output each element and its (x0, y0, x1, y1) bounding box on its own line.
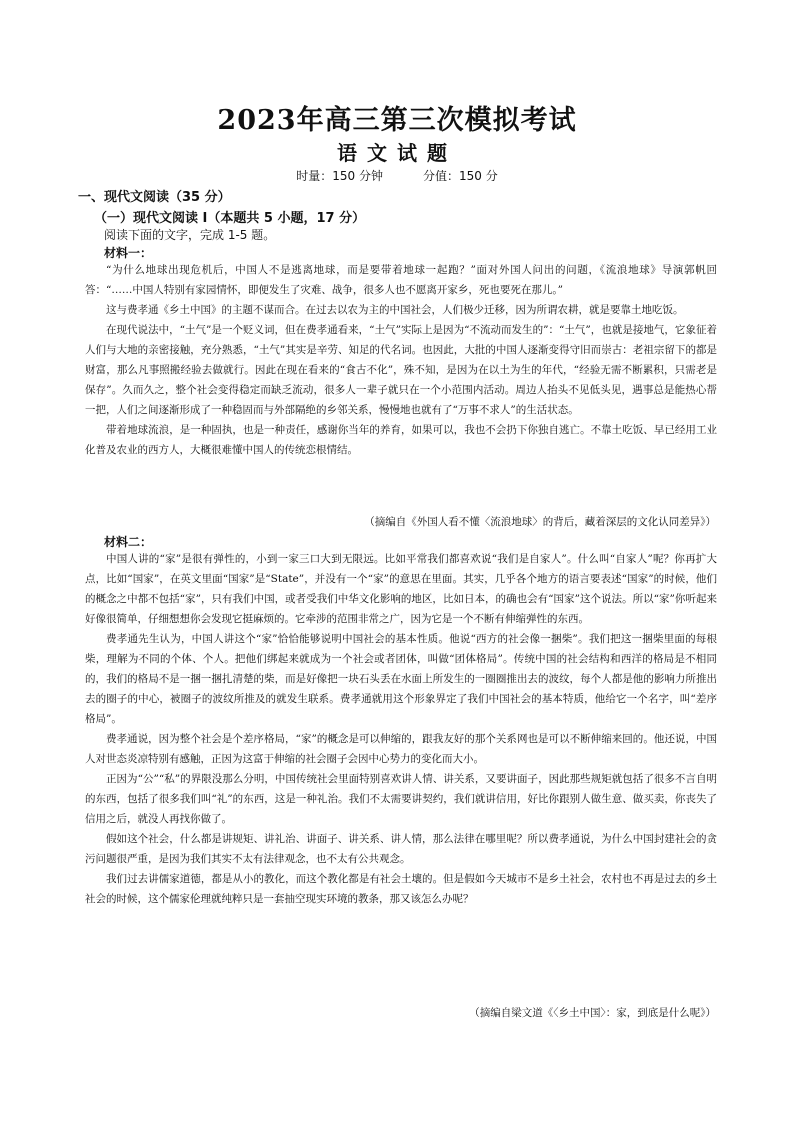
paragraph: 在现代说法中，“土气”是一个贬义词，但在费孝通看来，“土气”实际上是因为“不流动而发生的”：“土气”，也就是接地气，它象征着人们与大地的亲密接触，充分熟悉，“土气”其实是辛劳、知足的代名词。也因此，大批的中国人逐渐变得守旧而崇古：老祖宗留下的都是财富，那么凡事照搬经验去做就行。因此在现在看来的“食古不化”，殊不知，是因为在以土为生的年代，“经验无需不断累积，只需老是保存”。久而久之，整个社会变得稳定而缺乏流动，很多人一辈子就只在一个小范围内活动。周边人抬头不见低头见，遇事总是能热心帮一把，人们之间逐渐形成了一种稳固而与外部隔绝的乡邻关系，慢慢地也就有了“万事不求人”的生活状态。 (85, 324, 717, 416)
material2-body (85, 549, 717, 909)
paragraph: 费孝通说，因为整个社会是个差序格局，“家”的概念是可以伸缩的，跟我友好的那个关系网也是可以不断伸缩来回的。他还说，中国人对世态炎凉特别有感触，正因为这富于伸缩的社会圈子会因中心势力的变化而大小。 (85, 733, 717, 765)
subsection-heading: （一）现代文阅读 I（本题共 5 小题，17 分） (94, 211, 366, 226)
section-heading: 一、现代文阅读（35 分） (78, 190, 231, 205)
exam-meta (0, 167, 794, 184)
paragraph: 带着地球流浪，是一种固执，也是一种责任，感谢你当年的养育，如果可以，我也不会扔下你独自逃亡。不靠土吃饭、早已经用工业化普及农业的西方人，大概很难懂中国人的传统恋根情结。 (85, 424, 717, 456)
paragraph: 假如这个社会，什么都是讲规矩、讲礼治、讲面子、讲关系、讲人情，那么法律在哪里呢？所以费孝通说，为什么中国封建社会的贪污问题很严重，是因为我们其实不太有法律观念，也不太有公共观念。 (85, 833, 717, 865)
material1-source: （摘编自《外国人看不懂〈流浪地球〉的背后，藏着深层的文化认同差异》） (364, 516, 716, 528)
material1-body (85, 260, 717, 460)
paragraph: “为什么地球出现危机后，中国人不是逃离地球，而是要带着地球一起跑？”面对外国人问出的问题，《流浪地球》导演郭帆回答：“……中国人特别有家园情怀，即便发生了灾难、战争，很多人也不愿离开家乡，死也要死在那儿。” (85, 264, 717, 296)
material2-label: 材料二： (104, 535, 153, 549)
exam-subtitle: 语文试题 (337, 141, 457, 165)
instruction: 阅读下面的文字，完成 1-5 题。 (104, 228, 276, 242)
paragraph: 这与费孝通《乡土中国》的主题不谋而合。在过去以农为主的中国社会，人们极少迁移，因为所谓农耕，就是要靠土地吃饭。 (106, 304, 684, 316)
exam-time: 时量：150 分钟 (296, 169, 383, 183)
paragraph: 中国人讲的“家”是很有弹性的，小到一家三口大到无限远。比如平常我们都喜欢说“我们是自家人”。什么叫“自家人”呢？你再扩大点，比如“国家”，在英文里面“国家”是“State”，并没有一个“家”的意思在里面。其实，几乎各个地方的语言要表述“国家”的时候，他们的概念之中都不包括“家”，只有我们中国，或者受我们中华文化影响的地区，比如日本，的确也会有“国家”这个说法。所以“家”你听起来好像很简单，仔细想想你会发现它挺麻烦的。它牵涉的范围非常之广，因为它是一个不断有伸缩弹性的东西。 (85, 553, 717, 625)
paragraph: 我们过去讲儒家道德，都是从小的教化，而这个教化都是有社会土壤的。但是假如今天城市不是乡土社会，农村也不再是过去的乡土社会的时候，这个儒家伦理就纯粹只是一套抽空现实环境的教条，那又该怎么办呢？ (85, 873, 717, 905)
exam-title: 2023年高三第三次模拟考试 (217, 105, 577, 136)
material1-label: 材料一： (104, 246, 153, 260)
paragraph: 费孝通先生认为，中国人讲这个“家”恰恰能够说明中国社会的基本性质。他说“西方的社会像一捆柴”。我们把这一捆柴里面的每根柴，理解为不同的个体、个人。把他们绑起来就成为一个社会或者团体，叫做“团体格局”。传统中国的社会结构和西洋的格局是不相同的，我们的格局不是一捆一捆扎清楚的柴，而是好像把一块石头丢在水面上所发生的一圈圈推出去的波纹，每个人都是他的影响力所推出去的圈子的中心，被圈子的波纹所推及的就发生联系。费孝通就用这个形象界定了我们中国社会的基本特质，他给它一个名字，叫“差序格局”。 (85, 633, 717, 725)
paragraph: 正因为“公”“私”的界限没那么分明，中国传统社会里面特别喜欢讲人情、讲关系，又要讲面子，因此那些规矩就包括了很多不言自明的东西，包括了很多我们叫“礼”的东西，这是一种礼治。我们不太需要讲契约，我们就讲信用，好比你跟别人做生意、做买卖，你丧失了信用之后，就没人再找你做了。 (85, 773, 717, 825)
exam-score: 分值：150 分 (423, 169, 498, 183)
material2-source: （摘编自梁文道《〈乡土中国〉：家，到底是什么呢》） (469, 1007, 716, 1019)
